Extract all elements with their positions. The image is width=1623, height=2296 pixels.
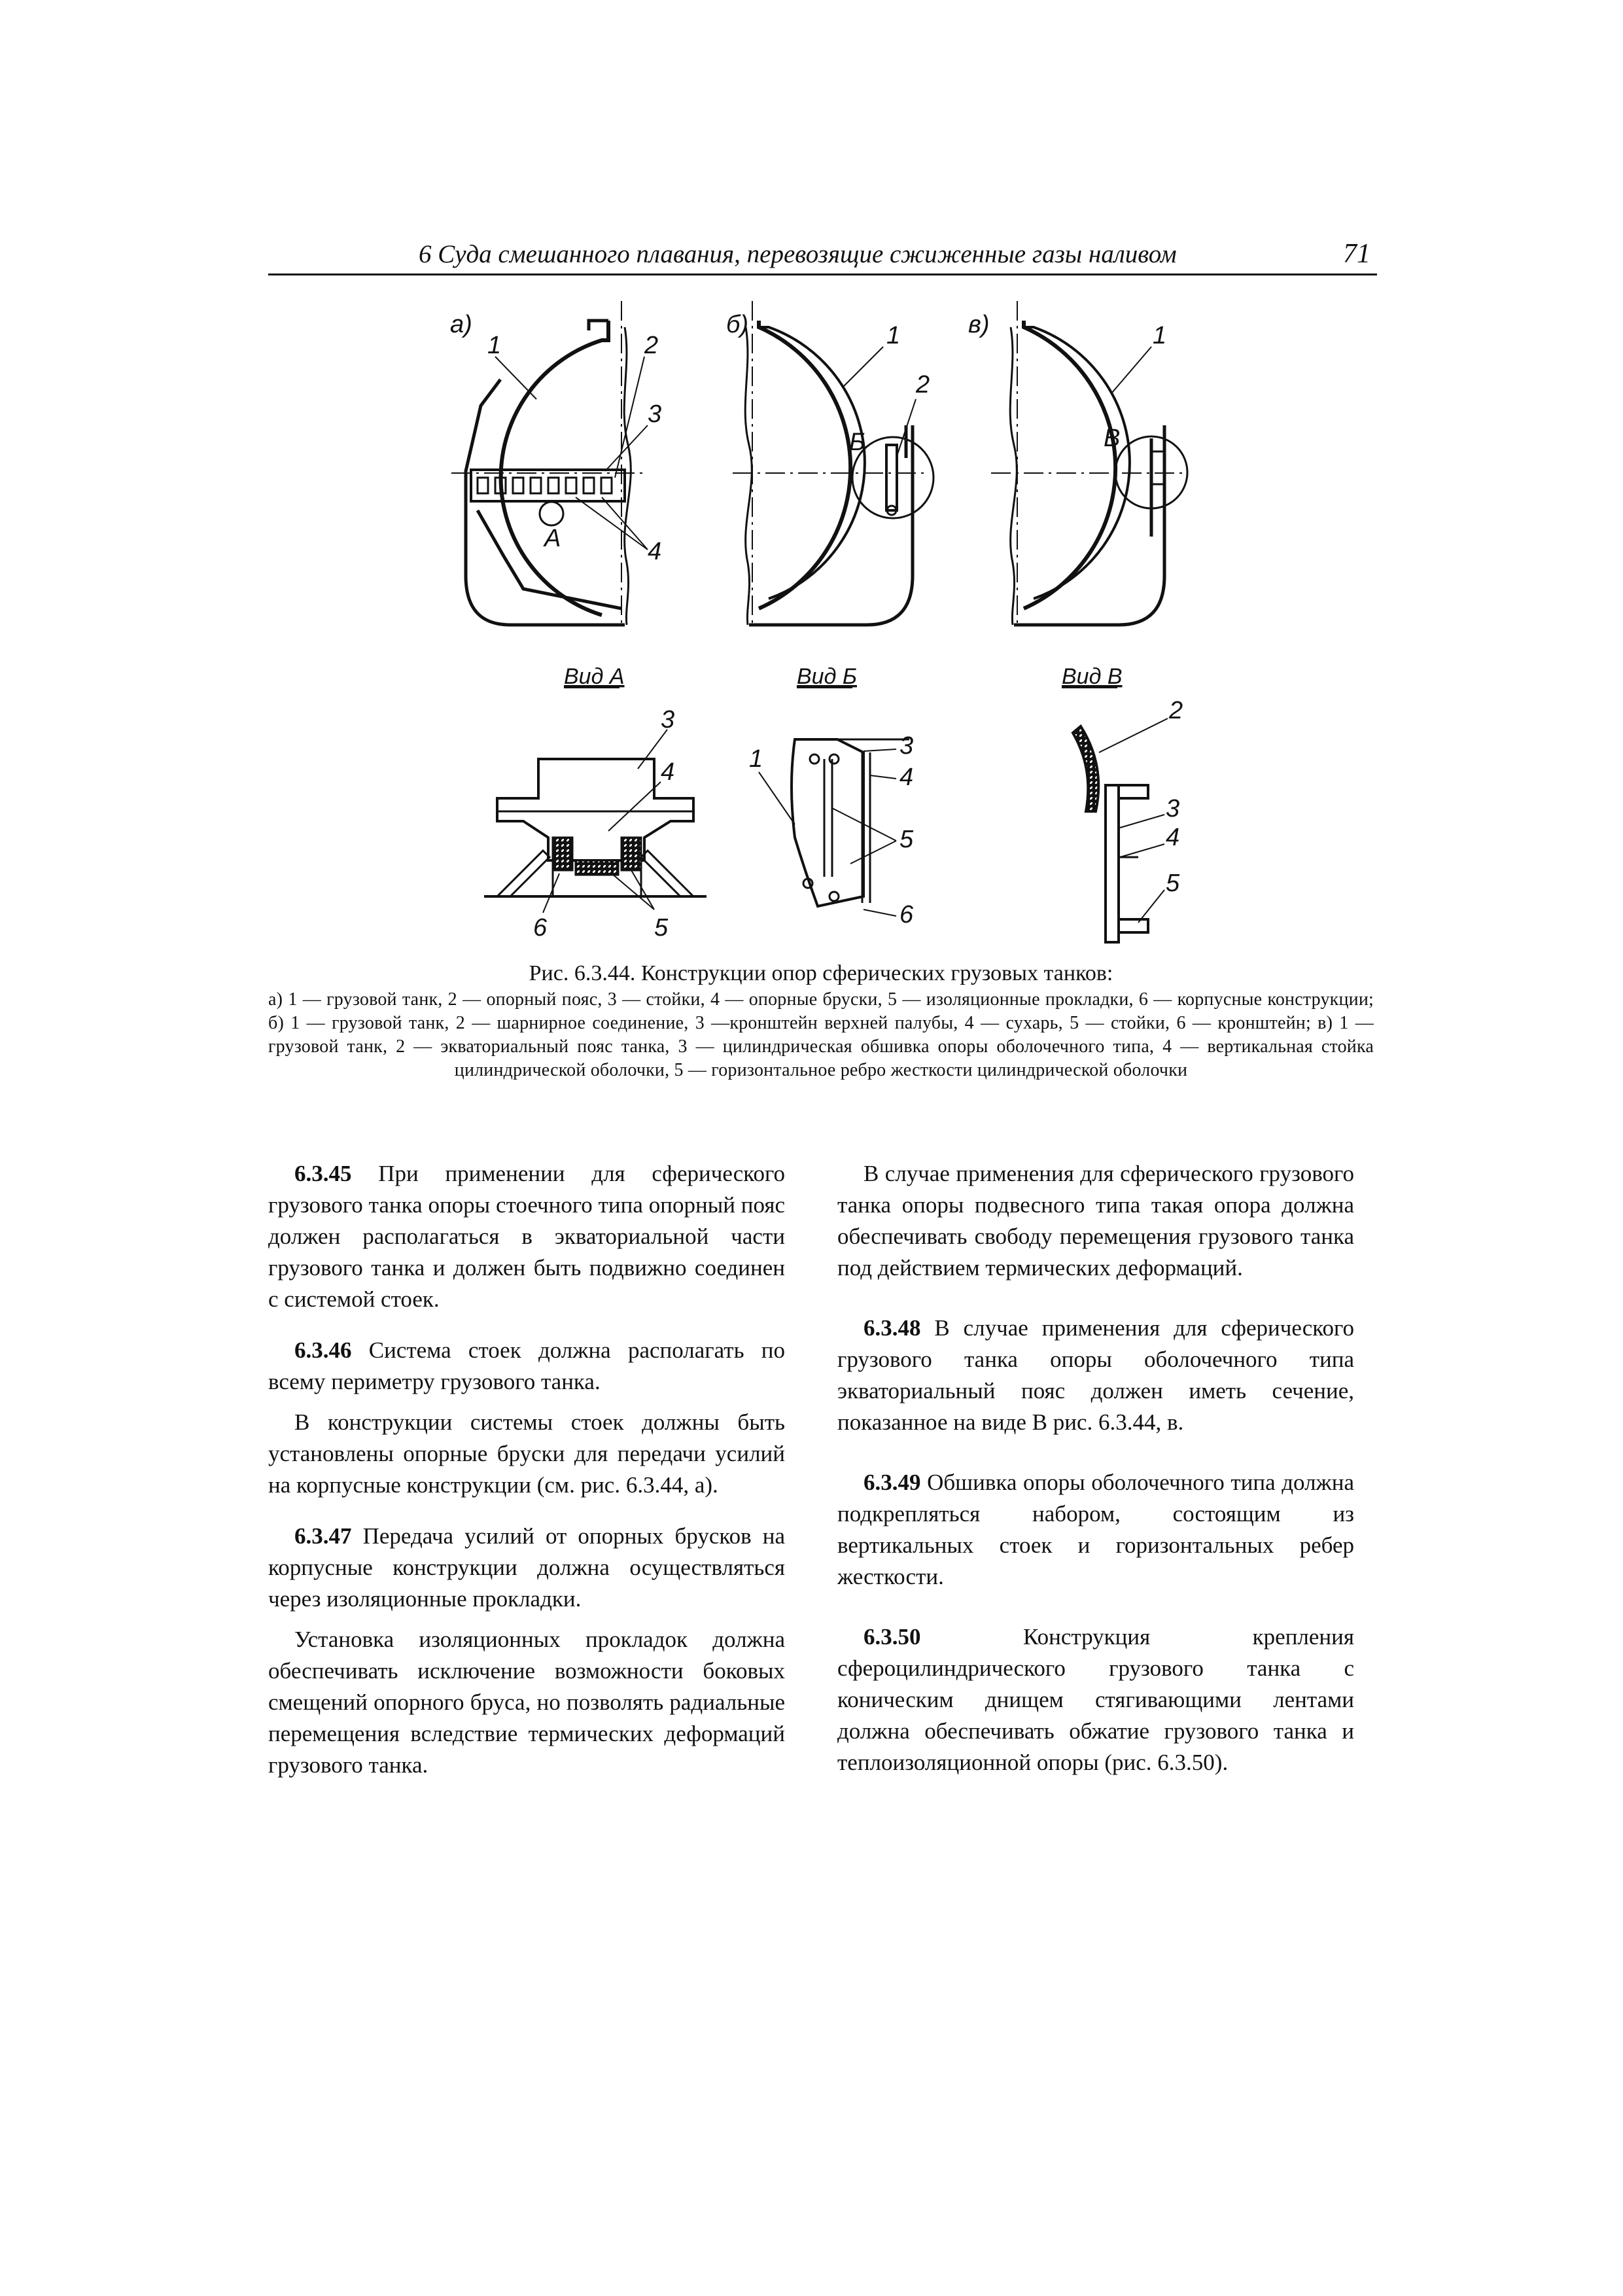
paragraph-number: 6.3.49 <box>864 1470 921 1495</box>
marker-c: В <box>1104 425 1121 452</box>
paragraph-text: При применении для сферического грузового танка опоры стоечного типа опорный пояс должен располагаться в экваториальной части грузового танка и должен быть подвижно соединен с системой стоек. <box>268 1161 786 1312</box>
paragraph <box>268 1624 785 1781</box>
paragraph-number: 6.3.47 <box>294 1523 352 1549</box>
paragraph-number: 6.3.45 <box>294 1161 352 1186</box>
panel-label-c: в) <box>968 311 990 338</box>
callout-view-a-4: 4 <box>661 758 675 786</box>
paragraph <box>837 1158 1354 1284</box>
caption-title: Рис. 6.3.44. Конструкции опор сферических грузовых танков: <box>529 961 1113 985</box>
view-label-a: Вид А <box>564 664 625 689</box>
marker-b: Б <box>849 429 865 456</box>
callout-view-b-1: 1 <box>749 745 763 773</box>
paragraph-text: Установка изоляционных прокладок должна обеспечивать исключение возможности боковых смещений опорного бруса, но позволять радиальные перемещения вследствие термических деформаций грузового танка. <box>268 1627 785 1778</box>
view-c-drawing <box>1073 697 1183 942</box>
callout-a-1: 1 <box>487 332 502 359</box>
callout-c-1: 1 <box>1153 322 1167 349</box>
left-column <box>268 1158 785 1781</box>
paragraph-text: В случае применения для сферического грузового танка опоры оболочечного типа экваториальный пояс должен иметь сечение, показанное на виде В рис. 6.3.44, в. <box>837 1315 1354 1435</box>
page-number: 71 <box>1343 239 1370 269</box>
paragraph <box>268 1335 785 1398</box>
panel-label-b: б) <box>726 311 749 338</box>
panel-b-drawing <box>726 301 934 625</box>
callout-view-c-3: 3 <box>1166 795 1180 822</box>
callout-a-2: 2 <box>644 332 659 359</box>
view-label-b: Вид Б <box>797 664 857 689</box>
callout-view-c-5: 5 <box>1166 870 1180 897</box>
paragraph-text: Система стоек должна располагать по всему периметру грузового танка. <box>268 1337 786 1394</box>
right-column <box>837 1158 1354 1778</box>
paragraph-text: Передача усилий от опорных брусков на корпусные конструкции должна осуществляться через изоляционные прокладки. <box>268 1523 785 1612</box>
marker-a: А <box>544 525 561 552</box>
paragraph <box>837 1467 1354 1593</box>
callout-view-b-4: 4 <box>899 764 914 791</box>
paragraph-number: 6.3.50 <box>864 1624 921 1650</box>
paragraph-number: 6.3.48 <box>864 1315 921 1341</box>
callout-view-c-2: 2 <box>1169 697 1183 724</box>
paragraph-text: Конструкция крепления сфероцилиндрического грузового танка с коническим днищем стягивающими лентами должна обеспечивать обжатие грузового танка и теплоизоляционной опоры (рис. 6.3.50). <box>837 1624 1354 1775</box>
paragraph-number: 6.3.46 <box>294 1337 352 1363</box>
panel-label-a: а) <box>450 311 472 338</box>
view-label-c: Вид В <box>1062 664 1123 689</box>
paragraph <box>268 1521 785 1615</box>
callout-view-c-4: 4 <box>1166 824 1180 851</box>
paragraph-text: Обшивка опоры оболочечного типа должна подкрепляться набором, состоящим из вертикальных стоек и горизонтальных ребер жесткости. <box>837 1470 1355 1589</box>
callout-view-a-6: 6 <box>533 914 548 942</box>
callout-b-1: 1 <box>886 322 901 349</box>
paragraph <box>837 1621 1354 1778</box>
figure-6-3-44 <box>0 0 1623 962</box>
callout-a-3: 3 <box>648 400 662 428</box>
callout-view-b-6: 6 <box>899 901 914 928</box>
paragraph-text: В конструкции системы стоек должны быть установлены опорные бруски для передачи усилий на корпусные конструкции (см. рис. 6.3.44, а). <box>268 1409 785 1498</box>
callout-view-a-5: 5 <box>654 914 669 942</box>
paragraph-text: В случае применения для сферического грузового танка опоры подвесного типа такая опора должна обеспечивать свободу перемещения грузового танка под действием термических деформаций. <box>837 1161 1354 1280</box>
view-b-drawing <box>749 732 914 928</box>
callout-b-2: 2 <box>916 371 930 398</box>
callout-view-a-3: 3 <box>661 706 675 733</box>
callout-a-4: 4 <box>648 538 662 565</box>
paragraph <box>268 1158 785 1315</box>
panel-a-drawing <box>450 301 661 625</box>
paragraph <box>837 1313 1354 1438</box>
panel-c-drawing <box>968 301 1187 625</box>
paragraph <box>268 1407 785 1501</box>
figure-caption <box>268 962 1374 1082</box>
callout-view-b-3: 3 <box>899 732 914 760</box>
callout-view-b-5: 5 <box>899 826 914 853</box>
caption-legend: а) 1 — грузовой танк, 2 — опорный пояс, 3 — стойки, 4 — опорные бруски, 5 — изоляционные прокладки, 6 — корпусные конструкции; б) 1 — грузовой танк, 2 — шарнирное соединение, 3 —кронштейн верхней палубы, 4 — сухарь, 5 — стойки, 6 — кронштейн; в) 1 — грузовой танк, 2 — экваториальный пояс танка, 3 — цилиндрическая обшивка опоры оболочечного типа, 4 — вертикальная стойка цилиндрической оболочки, 5 — горизонтальное ребро жесткости цилиндрической оболочки <box>268 989 1374 1080</box>
view-a-drawing <box>484 706 707 942</box>
header-title: 6 Суда смешанного плавания, перевозящие сжиженные газы наливом <box>419 240 1177 268</box>
